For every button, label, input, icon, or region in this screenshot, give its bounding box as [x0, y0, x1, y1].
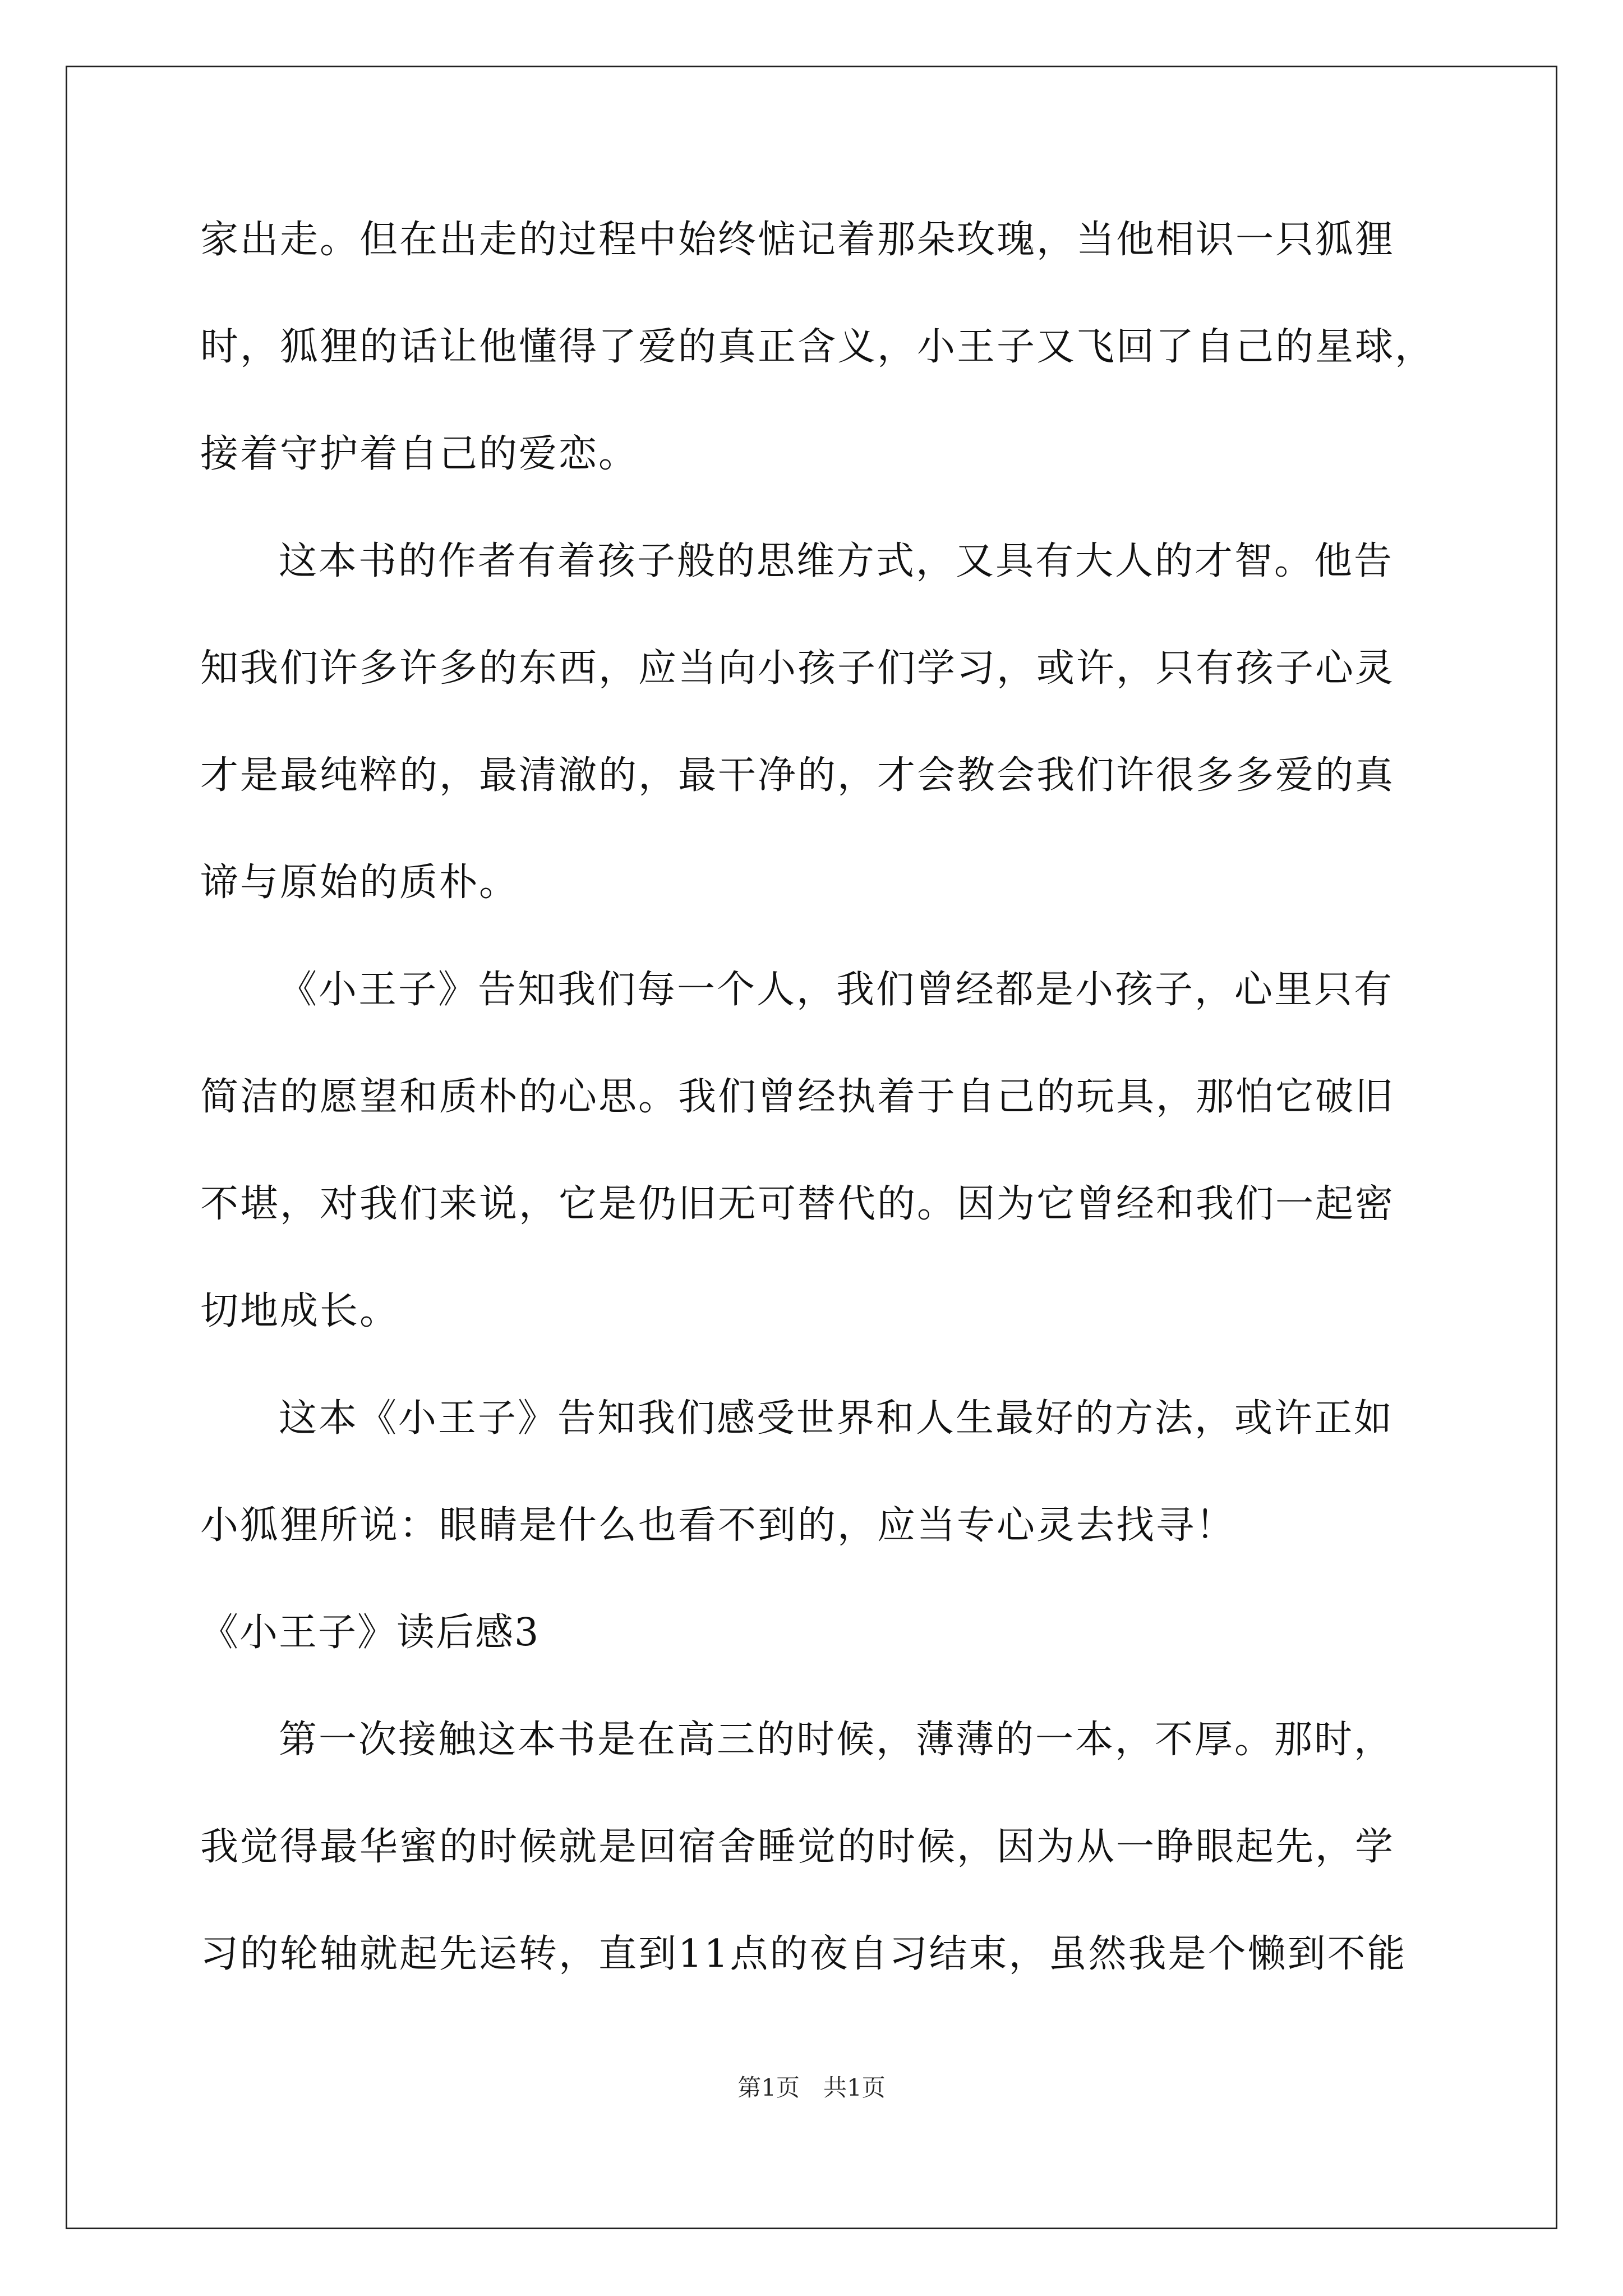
paragraph-start: 这本书的作者有着孩子般的思维方式，又具有大人的才智。他告	[279, 539, 1394, 583]
text-line: 才是最纯粹的，最清澈的，最干净的，才会教会我们许很多多爱的真	[200, 753, 1395, 798]
text-line: 家出走。但在出走的过程中始终惦记着那朵玫瑰，当他相识一只狐狸	[200, 218, 1395, 262]
text-line: 小狐狸所说：眼睛是什么也看不到的，应当专心灵去找寻！	[200, 1503, 1236, 1548]
section-heading: 《小王子》读后感3	[200, 1611, 540, 1655]
text-line: 简洁的愿望和质朴的心思。我们曾经执着于自己的玩具，那怕它破旧	[200, 1075, 1395, 1119]
paragraph-start: 这本《小王子》告知我们感受世界和人生最好的方法，或许正如	[279, 1396, 1394, 1441]
text-line: 知我们许多许多的东西，应当向小孩子们学习，或许，只有孩子心灵	[200, 646, 1395, 691]
text-line: 我觉得最华蜜的时候就是回宿舍睡觉的时候，因为从一睁眼起先，学	[200, 1825, 1395, 1869]
document-body	[200, 213, 1435, 1981]
page-footer: 第1页 共1页	[737, 2074, 886, 2101]
text-line: 习的轮轴就起先运转，直到11点的夜自习结束，虽然我是个懒到不能	[200, 1932, 1407, 1976]
text-line: 谛与原始的质朴。	[200, 861, 519, 905]
text-line: 接着守护着自己的爱恋。	[200, 432, 639, 476]
text-line: 时，狐狸的话让他懂得了爱的真正含义，小王子又飞回了自己的星球，	[200, 325, 1435, 369]
text-line: 不堪，对我们来说，它是仍旧无可替代的。因为它曾经和我们一起密	[200, 1182, 1395, 1226]
paragraph-start: 第一次接触这本书是在高三的时候，薄薄的一本，不厚。那时，	[279, 1718, 1394, 1762]
text-line: 切地成长。	[200, 1289, 400, 1333]
paragraph-start: 《小王子》告知我们每一个人，我们曾经都是小孩子，心里只有	[279, 968, 1394, 1012]
